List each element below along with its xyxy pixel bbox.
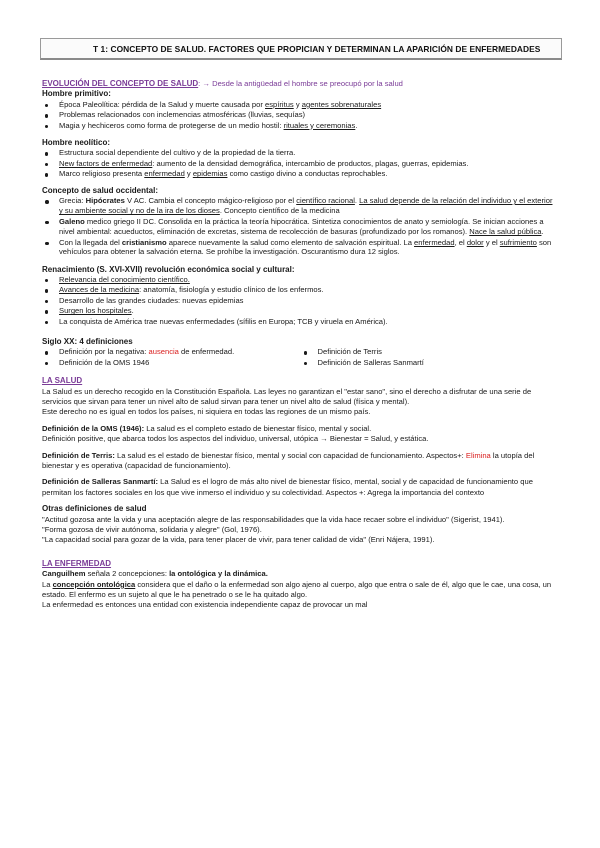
- document-body: [42, 79, 557, 611]
- enfermedad-paragraph: La concepción ontológica considera que el daño o la enfermedad son algo ajeno al cuerpo, algo que entra o sale de él, algo que le cae, una cosa, un estado. El enfermo es un sujeto al que le ha penetrado o se le ha quitado algo.: [42, 579, 552, 600]
- otras-heading: Otras definiciones de salud: [42, 504, 147, 514]
- definitions-grid: [42, 347, 557, 368]
- quote: "Forma gozosa de vivir autónoma, solidaria y alegre" (Gol, 1976).: [42, 525, 262, 535]
- title-box: [40, 38, 562, 60]
- list-item: Estructura social dependiente del cultivo y de la propiedad de la tierra.: [42, 148, 557, 158]
- definition-item: Definición de Terris: [301, 347, 558, 357]
- list-item: Época Paleolítica: pérdida de la Salud y muerte causada por espíritus y agentes sobrenaturales: [42, 100, 557, 110]
- la-salud-heading: LA SALUD: [42, 376, 83, 386]
- list-item: Galeno medico griego II DC. Consolida en la práctica la teoría hipocrática. Sintetiza conocimientos de anato y semiología. Se inician acciones a nivel ambiental: acueductos, eliminación de excretas, sistema de recolección de basuras (profundizado por los romanos). Nace la salud pública.: [42, 217, 557, 238]
- oms-definition-detail: Definición positive, que abarca todos los aspectos del individuo, universal, utópica → Bienestar = Salud, y estática.: [42, 434, 429, 444]
- list-item: Desarrollo de las grandes ciudades: nuevas epidemias: [42, 296, 557, 306]
- quote: "La capacidad social para gozar de la vida, para tener placer de vivir, para tener calidad de vida" (Enri Nájera, 1991).: [42, 535, 435, 545]
- evolucion-heading: EVOLUCIÓN DEL CONCEPTO DE SALUD: [42, 79, 199, 88]
- occidental-list: [42, 196, 557, 256]
- definition-item: Definición de Salleras Sanmartí: [301, 358, 558, 368]
- list-item: Relevancia del conocimiento científico.: [42, 275, 557, 285]
- list-item: Marco religioso presenta enfermedad y epidemias como castigo divino a conductas reprochables.: [42, 169, 557, 179]
- definition-item: Definición por la negativa: ausencia de enfermedad.: [42, 347, 299, 357]
- list-item: Avances de la medicina: anatomía, fisiología y estudio clínico de los enfermos.: [42, 285, 557, 295]
- primitivo-list: [42, 100, 557, 131]
- evolucion-note: : → Desde la antigüedad el hombre se preocupó por la salud: [198, 79, 403, 88]
- list-item: La conquista de América trae nuevas enfermedades (sífilis en Europa; TCB y viruela en América).: [42, 317, 557, 327]
- evolucion-heading-line: [42, 79, 557, 89]
- renacimiento-list: [42, 275, 557, 327]
- la-salud-paragraph-2: Este derecho no es igual en todos los países, ni siquiera en todas las regiones de un mismo país.: [42, 407, 371, 417]
- renacimiento-heading: Renacimiento (S. XVI-XVII) revolución económica social y cultural:: [42, 264, 295, 274]
- list-item: Problemas relacionados con inclemencias atmosféricas (lluvias, sequías): [42, 110, 557, 120]
- occidental-heading: Concepto de salud occidental:: [42, 185, 159, 195]
- definition-item: Definición de la OMS 1946: [42, 358, 299, 368]
- neolitico-list: [42, 148, 557, 179]
- neolitico-heading: Hombre neolítico:: [42, 138, 111, 148]
- enfermedad-line: Canguilhem señala 2 concepciones: la ontológica y la dinámica.: [42, 569, 268, 579]
- list-item: New factors de enfermedad: aumento de la densidad demográfica, intercambio de productos, plagas, guerras, epidemias.: [42, 159, 557, 169]
- document-title: T 1: CONCEPTO DE SALUD. FACTORES QUE PROPICIAN Y DETERMINAN LA APARICIÓN DE ENFERMEDADES: [93, 44, 541, 54]
- la-salud-paragraph: La Salud es un derecho recogido en la Constitución Española. Las leyes no garantizan el "estar sano", sino el derecho a disfrutar de una serie de servicios que sirvan para tener un nivel alto de salud sirvan para tener un nivel alto de salud (física y mental).: [42, 386, 532, 406]
- list-item: Surgen los hospitales.: [42, 306, 557, 316]
- quote: "Actitud gozosa ante la vida y una aceptación alegre de las responsabilidades que la vida hace recaer sobre el individuo" (Sigerist, 1941).: [42, 514, 505, 524]
- list-item: Grecia: Hipócrates V AC. Cambia el concepto mágico-religioso por el científico racional. La salud depende de la relación del individuo y el exterior y su ambiente social y no de la ira de los dioses. Concepto científico de la medicina: [42, 196, 557, 217]
- enfermedad-paragraph-2: La enfermedad es entonces una entidad con existencia independiente capaz de provocar un mal: [42, 600, 368, 610]
- siglo-heading: Siglo XX: 4 definiciones: [42, 336, 133, 346]
- list-item: Con la llegada del cristianismo aparece nuevamente la salud como elemento de salvación espiritual. La enfermedad, el dolor y el sufrimiento son vehículos para obtener la salvación eterna. Se prohíbe la investigación. Oscurantismo dura 12 siglos.: [42, 238, 557, 257]
- salleras-definition: Definición de Salleras Sanmartí: La Salud es el logro de más alto nivel de bienestar físico, mental, social y de capacidad de funcionamiento que permitan los factores sociales en los que vive inmerso el individuo y su colectividad. Aspectos +: Agrega la importancia del contexto: [42, 477, 533, 497]
- terris-definition: Definición de Terris: La salud es el estado de bienestar físico, mental y social con capacidad de funcionamiento. Aspectos+: Elimina la utopía del bienestar y es operativa (capacidad de funcionamiento).: [42, 450, 535, 470]
- primitivo-heading: Hombre primitivo:: [42, 89, 111, 99]
- enfermedad-heading: LA ENFERMEDAD: [42, 558, 112, 568]
- list-item: Magia y hechiceros como forma de protegerse de un medio hostil: rituales y ceremonias.: [42, 121, 557, 131]
- oms-definition: Definición de la OMS (1946): La salud es el completo estado de bienestar físico, mental y social.: [42, 423, 372, 433]
